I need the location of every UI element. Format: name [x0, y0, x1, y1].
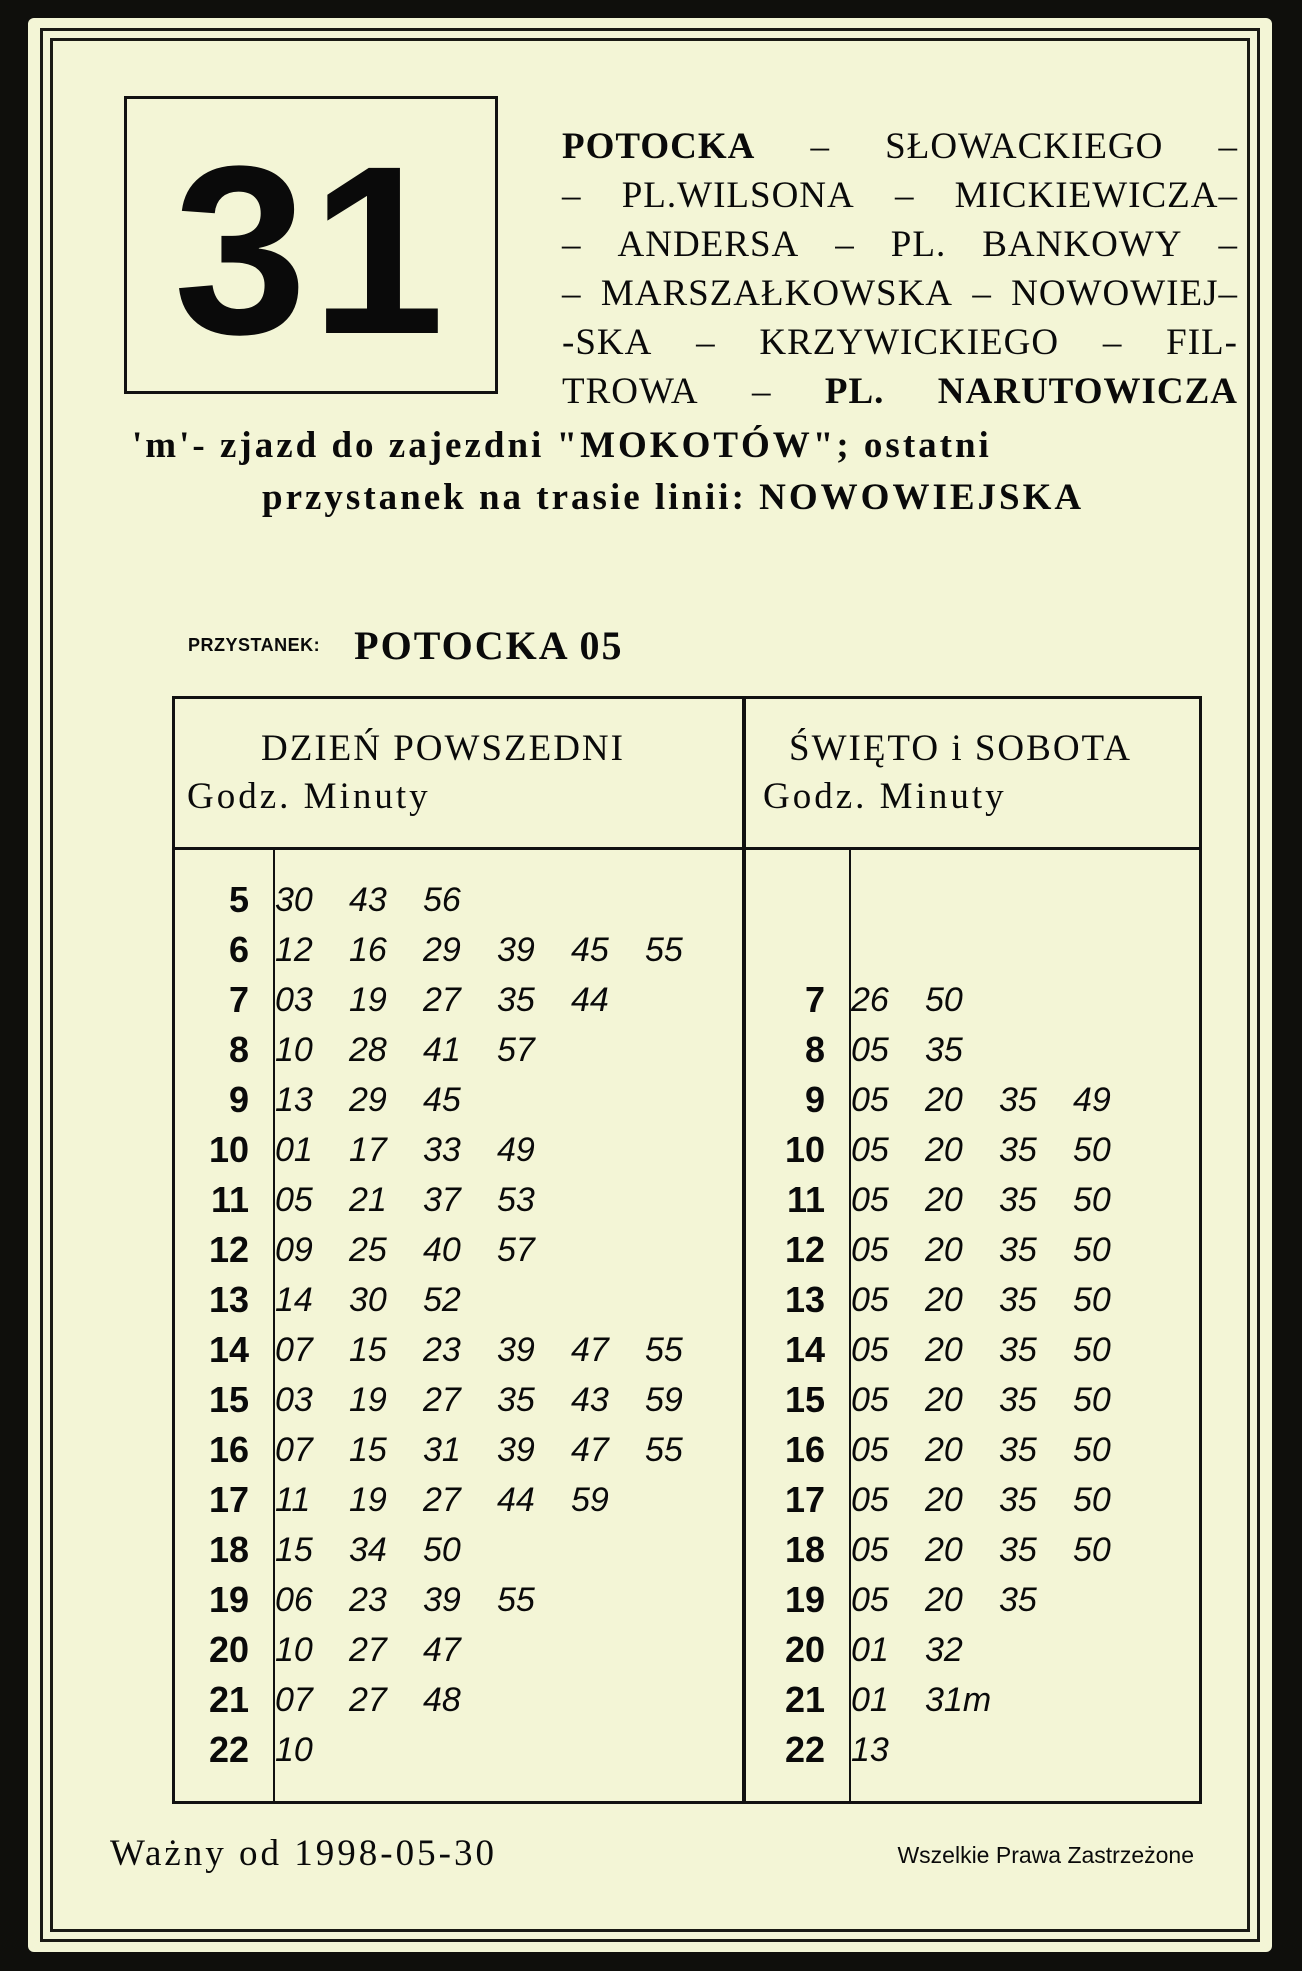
- hour-cell: 15: [208, 1379, 249, 1420]
- route-line: [562, 318, 1238, 367]
- minutes-cell: [837, 981, 999, 1020]
- departure-minute: 50: [1073, 1130, 1111, 1169]
- minutes-cell: [261, 1331, 719, 1370]
- hour-cell: 12: [784, 1229, 825, 1270]
- departure-minute: 19: [349, 1380, 387, 1419]
- departure-minute: 39: [497, 1430, 535, 1469]
- departure-minute: 35: [999, 1230, 1037, 1269]
- timetable-row: [175, 1225, 719, 1275]
- departure-minute: 41: [423, 1030, 461, 1069]
- departure-minute: 30: [349, 1280, 387, 1319]
- departure-minute: 27: [423, 1380, 461, 1419]
- departure-minute: 20: [925, 1230, 963, 1269]
- departure-minute: 20: [925, 1530, 963, 1569]
- hour-cell: 20: [784, 1629, 825, 1670]
- minutes-cell: [261, 1081, 497, 1120]
- route-segment: –: [835, 224, 855, 265]
- departure-minute: 11: [275, 1480, 311, 1519]
- hour-cell: 19: [784, 1579, 825, 1620]
- departure-minute: 45: [571, 930, 609, 969]
- departure-minute: 48: [423, 1680, 461, 1719]
- departure-minute: 35: [999, 1280, 1037, 1319]
- minutes-cell: [261, 1231, 571, 1270]
- minutes-cell: [261, 1031, 571, 1070]
- minutes-cell: [837, 1431, 1147, 1470]
- timetable-row: [175, 1425, 719, 1475]
- route-segment: MICKIEWICZA–: [954, 175, 1238, 216]
- departure-minute: 20: [925, 1080, 963, 1119]
- valid-from: Ważny od 1998-05-30: [110, 1833, 497, 1874]
- departure-minute: 06: [275, 1580, 313, 1619]
- minutes-cell: [261, 1731, 349, 1770]
- departure-minute: 56: [423, 880, 461, 919]
- departure-minute: 49: [497, 1130, 535, 1169]
- depot-note-line-1: 'm'- zjazd do zajezdni "MOKOTÓW"; ostatni: [132, 425, 992, 466]
- timetable: [172, 696, 1202, 1804]
- route-segment: PL.: [890, 224, 947, 265]
- departure-minute: 05: [851, 1380, 889, 1419]
- stop-info: [188, 622, 623, 669]
- route-segment: –: [810, 126, 831, 167]
- departure-minute: 14: [275, 1280, 313, 1319]
- departure-minute: 27: [349, 1630, 387, 1669]
- departure-minute: 34: [349, 1530, 387, 1569]
- departure-minute: 35: [999, 1080, 1037, 1119]
- holiday-title: ŚWIĘTO i SOBOTA: [789, 728, 1132, 769]
- route-segment: PL.: [824, 371, 885, 412]
- departure-minute: 01: [851, 1680, 889, 1719]
- departure-minute: 15: [349, 1430, 387, 1469]
- minutes-cell: [837, 1631, 999, 1670]
- stop-label: PRZYSTANEK:: [188, 635, 321, 655]
- departure-minute: 35: [999, 1330, 1037, 1369]
- departure-minute: 40: [423, 1230, 461, 1269]
- minutes-cell: [837, 1531, 1147, 1570]
- departure-minute: 49: [1073, 1080, 1111, 1119]
- departure-minute: 05: [851, 1430, 889, 1469]
- timetable-row: [751, 1025, 1147, 1075]
- departure-minute: 50: [925, 980, 963, 1019]
- minutes-cell: [261, 1581, 571, 1620]
- depot-note: [132, 420, 1242, 524]
- timetable-row: [175, 975, 719, 1025]
- departure-minute: 27: [349, 1680, 387, 1719]
- departure-minute: 33: [423, 1130, 461, 1169]
- departure-minute: 05: [851, 1130, 889, 1169]
- route-line: [562, 220, 1238, 269]
- departure-minute: 35: [999, 1130, 1037, 1169]
- departure-minute: 35: [999, 1430, 1037, 1469]
- timetable-row: [175, 1375, 719, 1425]
- route-segment: SŁOWACKIEGO: [885, 126, 1164, 167]
- route-line: [562, 367, 1238, 416]
- timetable-row: [175, 1575, 719, 1625]
- route-segment: FIL-: [1166, 322, 1238, 363]
- timetable-row: [751, 1125, 1147, 1175]
- hour-cell: 22: [784, 1729, 825, 1770]
- minutes-cell: [261, 1531, 497, 1570]
- departure-minute: 50: [1073, 1280, 1111, 1319]
- departure-minute: 44: [571, 980, 609, 1019]
- hour-cell: 12: [208, 1229, 249, 1270]
- departure-minute: 28: [349, 1030, 387, 1069]
- departure-minute: 03: [275, 1380, 313, 1419]
- departure-minute: 43: [571, 1380, 609, 1419]
- timetable-row: [751, 1525, 1147, 1575]
- hour-cell: 7: [228, 979, 249, 1020]
- departure-minute: 05: [851, 1330, 889, 1369]
- hour-cell: 5: [228, 879, 249, 920]
- minutes-cell: [261, 1131, 571, 1170]
- departure-minute: 20: [925, 1480, 963, 1519]
- departure-minute: 19: [349, 1480, 387, 1519]
- minutes-cell: [837, 1331, 1147, 1370]
- hour-cell: 16: [208, 1429, 249, 1470]
- hour-cell: 19: [208, 1579, 249, 1620]
- timetable-row: [175, 1475, 719, 1525]
- timetable-row: [751, 1375, 1147, 1425]
- departure-minute: 20: [925, 1580, 963, 1619]
- departure-minute: 35: [999, 1530, 1037, 1569]
- timetable-row: [175, 1125, 719, 1175]
- departure-minute: 21: [349, 1180, 387, 1219]
- hour-cell: 17: [784, 1479, 825, 1520]
- minutes-cell: [837, 1181, 1147, 1220]
- departure-minute: 27: [423, 980, 461, 1019]
- line-number: 31: [173, 116, 449, 384]
- departure-minute: 25: [349, 1230, 387, 1269]
- departure-minute: 05: [851, 1580, 889, 1619]
- departure-minute: 55: [645, 1330, 683, 1369]
- hour-cell: 18: [208, 1529, 249, 1570]
- departure-minute: 29: [423, 930, 461, 969]
- departure-minute: 50: [1073, 1230, 1111, 1269]
- timetable-row: [175, 1625, 719, 1675]
- departure-minute: 31m: [925, 1680, 992, 1719]
- minutes-cell: [837, 1081, 1147, 1120]
- holiday-departures: [751, 875, 1147, 1775]
- hour-cell: 18: [784, 1529, 825, 1570]
- route-segment: –: [562, 273, 582, 314]
- minutes-cell: [837, 1281, 1147, 1320]
- departure-minute: 47: [571, 1430, 609, 1469]
- departure-minute: 20: [925, 1330, 963, 1369]
- departure-minute: 17: [349, 1130, 387, 1169]
- route-line: [562, 171, 1238, 220]
- hour-cell: 13: [784, 1279, 825, 1320]
- timetable-row: [751, 1225, 1147, 1275]
- hour-cell: 10: [784, 1129, 825, 1170]
- departure-minute: 35: [999, 1380, 1037, 1419]
- route-segment: KRZYWICKIEGO: [759, 322, 1060, 363]
- departure-minute: 20: [925, 1380, 963, 1419]
- route-segment: –: [562, 224, 582, 265]
- timetable-row: [751, 1475, 1147, 1525]
- departure-minute: 05: [851, 1480, 889, 1519]
- hour-cell: 9: [804, 1079, 825, 1120]
- departure-minute: 47: [423, 1630, 461, 1669]
- timetable-row: [751, 1075, 1147, 1125]
- departure-minute: 57: [497, 1230, 535, 1269]
- departure-minute: 45: [423, 1080, 461, 1119]
- holiday-subtitle: Godz. Minuty: [763, 776, 1007, 817]
- line-number-box: [124, 96, 498, 394]
- minutes-cell: [261, 1431, 719, 1470]
- minutes-cell: [837, 1681, 999, 1720]
- departure-minute: 35: [497, 980, 535, 1019]
- timetable-row: [751, 1725, 1147, 1775]
- departure-minute: 20: [925, 1430, 963, 1469]
- minutes-cell: [837, 1231, 1147, 1270]
- route-segment: NOWOWIEJ–: [1011, 273, 1238, 314]
- departure-minute: 07: [275, 1430, 313, 1469]
- timetable-row: [175, 875, 719, 925]
- minutes-cell: [261, 1381, 719, 1420]
- timetable-row: [175, 1175, 719, 1225]
- route-segment: –: [751, 371, 772, 412]
- timetable-row: [175, 1525, 719, 1575]
- departure-minute: 19: [349, 980, 387, 1019]
- minutes-cell: [261, 1181, 571, 1220]
- route-segment: BANKOWY: [982, 224, 1183, 265]
- hour-cell: 10: [208, 1129, 249, 1170]
- timetable-sheet: [28, 18, 1272, 1952]
- departure-minute: 50: [423, 1530, 461, 1569]
- route-line: [562, 269, 1238, 318]
- header-divider: [175, 847, 1199, 850]
- departure-minute: 05: [851, 1080, 889, 1119]
- hour-cell: 17: [208, 1479, 249, 1520]
- minutes-cell: [837, 1731, 925, 1770]
- timetable-row: [751, 925, 1147, 975]
- hour-cell: 11: [210, 1179, 249, 1220]
- departure-minute: 55: [645, 1430, 683, 1469]
- departure-minute: 05: [851, 1530, 889, 1569]
- departure-minute: 01: [851, 1630, 889, 1669]
- minutes-cell: [837, 1581, 1073, 1620]
- route-segment: ANDERSA: [617, 224, 800, 265]
- route-segment: PL.WILSONA: [621, 175, 855, 216]
- weekday-departures: [175, 875, 719, 1775]
- timetable-row: [175, 925, 719, 975]
- departure-minute: 07: [275, 1330, 313, 1369]
- weekday-title: DZIEŃ POWSZEDNI: [261, 728, 625, 769]
- departure-minute: 09: [275, 1230, 313, 1269]
- departure-minute: 05: [851, 1030, 889, 1069]
- minutes-cell: [261, 931, 719, 970]
- departure-minute: 20: [925, 1180, 963, 1219]
- hour-cell: 11: [786, 1179, 825, 1220]
- minutes-cell: [837, 1381, 1147, 1420]
- departure-minute: 50: [1073, 1530, 1111, 1569]
- departure-minute: 50: [1073, 1430, 1111, 1469]
- hour-cell: 6: [228, 929, 249, 970]
- hour-cell: 15: [784, 1379, 825, 1420]
- timetable-row: [751, 875, 1147, 925]
- departure-minute: 05: [851, 1280, 889, 1319]
- route-segment: –: [972, 273, 992, 314]
- route-segment: POTOCKA: [562, 126, 756, 167]
- departure-minute: 47: [571, 1330, 609, 1369]
- departure-minute: 10: [275, 1630, 313, 1669]
- route-description: [562, 122, 1238, 416]
- departure-minute: 20: [925, 1280, 963, 1319]
- departure-minute: 52: [423, 1280, 461, 1319]
- departure-minute: 23: [423, 1330, 461, 1369]
- section-divider: [742, 699, 746, 1801]
- minutes-cell: [261, 1631, 497, 1670]
- route-segment: –: [562, 175, 582, 216]
- departure-minute: 39: [497, 1330, 535, 1369]
- minutes-cell: [837, 1131, 1147, 1170]
- departure-minute: 23: [349, 1580, 387, 1619]
- hour-cell: 21: [784, 1679, 825, 1720]
- minutes-cell: [261, 1681, 497, 1720]
- timetable-row: [175, 1075, 719, 1125]
- departure-minute: 16: [349, 930, 387, 969]
- departure-minute: 35: [999, 1480, 1037, 1519]
- route-line: [562, 122, 1238, 171]
- stop-name: POTOCKA 05: [354, 623, 624, 668]
- departure-minute: 50: [1073, 1330, 1111, 1369]
- minutes-cell: [261, 881, 497, 920]
- hour-cell: 8: [228, 1029, 249, 1070]
- route-segment: –: [1102, 322, 1123, 363]
- departure-minute: 35: [925, 1030, 963, 1069]
- departure-minute: 44: [497, 1480, 535, 1519]
- departure-minute: 26: [851, 980, 889, 1019]
- departure-minute: 15: [275, 1530, 313, 1569]
- departure-minute: 39: [497, 930, 535, 969]
- departure-minute: 50: [1073, 1480, 1111, 1519]
- departure-minute: 50: [1073, 1380, 1111, 1419]
- timetable-row: [751, 1625, 1147, 1675]
- timetable-row: [751, 1425, 1147, 1475]
- departure-minute: 03: [275, 980, 313, 1019]
- weekday-subtitle: Godz. Minuty: [187, 776, 431, 817]
- route-segment: MARSZAŁKOWSKA: [600, 273, 954, 314]
- departure-minute: 13: [851, 1730, 889, 1769]
- departure-minute: 10: [275, 1030, 313, 1069]
- hour-cell: 14: [784, 1329, 825, 1370]
- departure-minute: 55: [645, 930, 683, 969]
- minutes-cell: [261, 981, 645, 1020]
- departure-minute: 10: [275, 1730, 313, 1769]
- hour-cell: 13: [208, 1279, 249, 1320]
- departure-minute: 15: [349, 1330, 387, 1369]
- departure-minute: 29: [349, 1080, 387, 1119]
- depot-note-line-2: przystanek na trasie linii: NOWOWIEJSKA: [262, 477, 1085, 518]
- departure-minute: 01: [275, 1130, 313, 1169]
- departure-minute: 59: [571, 1480, 609, 1519]
- hour-cell: 16: [784, 1429, 825, 1470]
- timetable-row: [175, 1325, 719, 1375]
- departure-minute: 32: [925, 1630, 963, 1669]
- route-segment: –: [696, 322, 716, 363]
- timetable-row: [751, 975, 1147, 1025]
- minutes-cell: [837, 1481, 1147, 1520]
- timetable-row: [751, 1575, 1147, 1625]
- timetable-row: [751, 1275, 1147, 1325]
- route-segment: -SKA: [562, 322, 653, 363]
- departure-minute: 05: [851, 1180, 889, 1219]
- departure-minute: 50: [1073, 1180, 1111, 1219]
- departure-minute: 05: [275, 1180, 313, 1219]
- departure-minute: 35: [497, 1380, 535, 1419]
- departure-minute: 55: [497, 1580, 535, 1619]
- departure-minute: 12: [275, 930, 313, 969]
- hour-cell: 7: [804, 979, 825, 1020]
- departure-minute: 30: [275, 880, 313, 919]
- departure-minute: 53: [497, 1180, 535, 1219]
- timetable-row: [175, 1725, 719, 1775]
- departure-minute: 39: [423, 1580, 461, 1619]
- route-segment: NARUTOWICZA: [937, 371, 1238, 412]
- timetable-row: [175, 1275, 719, 1325]
- timetable-row: [175, 1025, 719, 1075]
- hour-cell: 9: [228, 1079, 249, 1120]
- departure-minute: 05: [851, 1230, 889, 1269]
- route-segment: TROWA: [562, 371, 699, 412]
- route-segment: –: [1218, 224, 1238, 265]
- departure-minute: 07: [275, 1680, 313, 1719]
- hour-cell: 14: [208, 1329, 249, 1370]
- minutes-cell: [837, 1031, 999, 1070]
- minutes-cell: [261, 1481, 645, 1520]
- timetable-row: [751, 1175, 1147, 1225]
- route-segment: –: [1218, 126, 1238, 167]
- departure-minute: 37: [423, 1180, 461, 1219]
- departure-minute: 20: [925, 1130, 963, 1169]
- minutes-cell: [261, 1281, 497, 1320]
- hour-cell: 8: [804, 1029, 825, 1070]
- departure-minute: 35: [999, 1580, 1037, 1619]
- hour-cell: 22: [208, 1729, 249, 1770]
- rights-notice: Wszelkie Prawa Zastrzeżone: [897, 1842, 1194, 1868]
- timetable-row: [175, 1675, 719, 1725]
- departure-minute: 57: [497, 1030, 535, 1069]
- departure-minute: 13: [275, 1080, 313, 1119]
- departure-minute: 27: [423, 1480, 461, 1519]
- hour-cell: 21: [208, 1679, 249, 1720]
- timetable-row: [751, 1675, 1147, 1725]
- timetable-row: [751, 1325, 1147, 1375]
- route-segment: –: [894, 175, 915, 216]
- departure-minute: 59: [645, 1380, 683, 1419]
- departure-minute: 35: [999, 1180, 1037, 1219]
- departure-minute: 31: [423, 1430, 461, 1469]
- hour-cell: 20: [208, 1629, 249, 1670]
- departure-minute: 43: [349, 880, 387, 919]
